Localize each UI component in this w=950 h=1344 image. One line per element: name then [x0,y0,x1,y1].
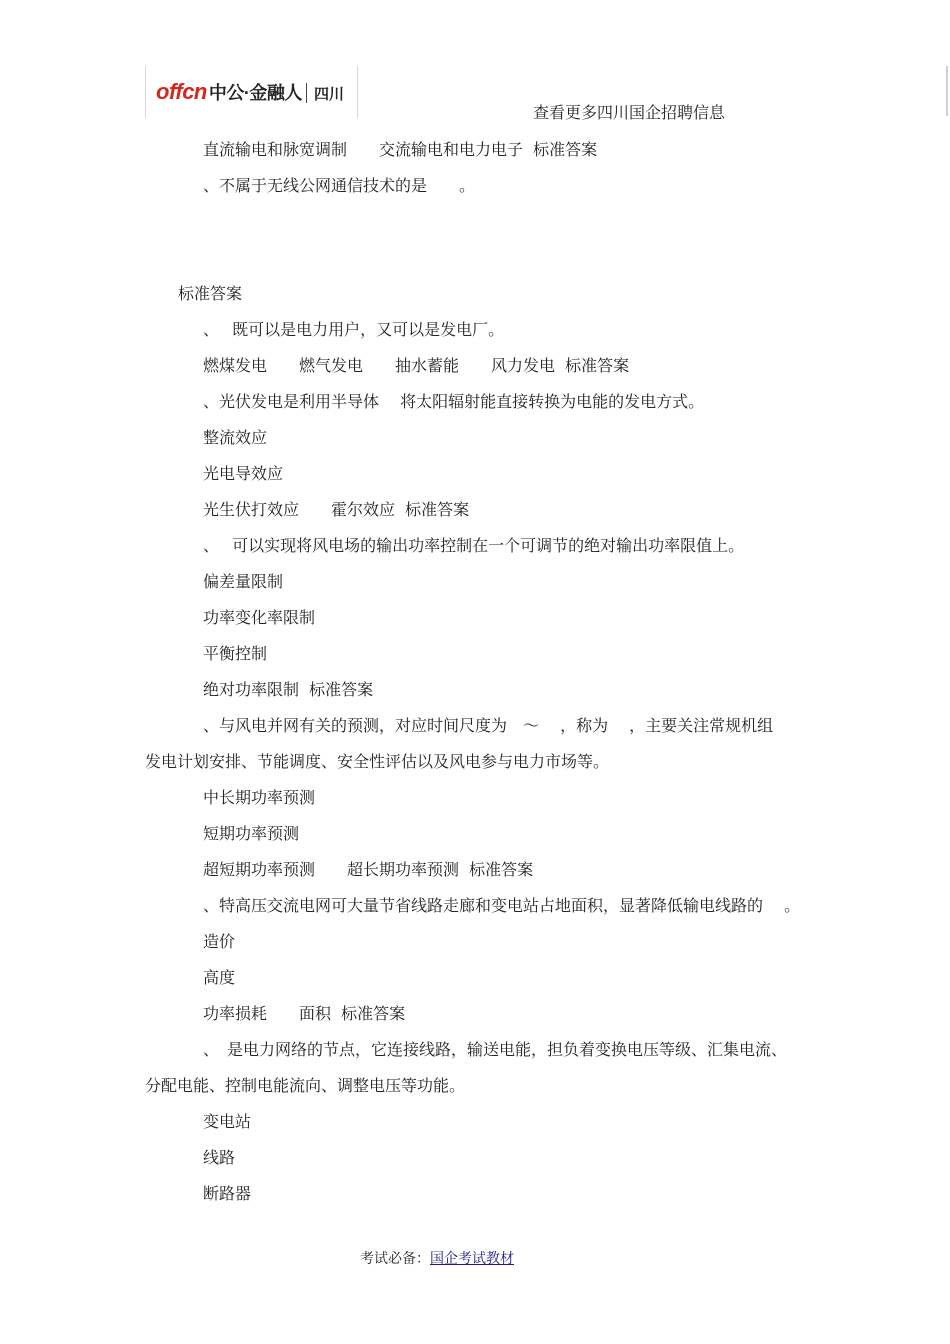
option-line: 功率损耗 面积 标准答案 [203,1004,406,1023]
logo-divider [306,83,307,103]
header-recruit-link[interactable]: 查看更多四川国企招聘信息 [533,103,726,122]
footer [360,1248,514,1268]
option-line: 偏差量限制 [203,572,284,591]
question-line: 、 既可以是电力用户，又可以是发电厂。 [203,320,505,339]
footer-label: 考试必备： [360,1251,430,1267]
option-line: 燃煤发电 燃气发电 抽水蓄能 风力发电 标准答案 [203,356,630,375]
question-line: 、 是电力网络的节点，它连接线路，输送电能，担负着变换电压等级、汇集电流、 [203,1040,788,1059]
logo-region: 四川 [314,86,345,103]
option-line: 绝对功率限制 标准答案 [203,680,374,699]
footer-textbook-link[interactable]: 国企考试教材 [430,1251,514,1267]
option-line: 变电站 [203,1112,252,1131]
question-line: 、光伏发电是利用半导体 将太阳辐射能直接转换为电能的发电方式。 [203,392,705,411]
question-line: 、不属于无线公网通信技术的是 。 [203,176,476,195]
option-line: 超短期功率预测 超长期功率预测 标准答案 [203,860,534,879]
option-line: 光生伏打效应 霍尔效应 标准答案 [203,500,470,519]
question-line-continued: 发电计划安排、节能调度、安全性评估以及风电参与电力市场等。 [145,752,610,771]
option-line: 整流效应 [203,428,268,447]
question-line: 、与风电并网有关的预测，对应时间尺度为 ～ ，称为 ，主要关注常规机组 [203,716,774,735]
option-line: 功率变化率限制 [203,608,316,627]
option-line: 光电导效应 [203,464,284,483]
option-line: 中长期功率预测 [203,788,316,807]
logo-brand [156,79,302,106]
option-line: 造价 [203,932,236,951]
page-edge-mark [946,66,948,116]
option-line: 短期功率预测 [203,824,300,843]
question-line: 、 可以实现将风电场的输出功率控制在一个可调节的绝对输出功率限值上。 [203,536,745,555]
question-line: 、特高压交流电网可大量节省线路走廊和变电站占地面积，显著降低输电线路的 。 [203,896,801,915]
logo-brand-red: offcn [156,79,207,104]
option-line: 平衡控制 [203,644,268,663]
offcn-logo[interactable] [145,66,358,118]
text-line: 直流输电和脉宽调制 交流输电和电力电子 标准答案 [203,140,598,159]
option-line: 断路器 [203,1184,252,1203]
option-line: 高度 [203,968,236,987]
answer-label: 标准答案 [178,284,243,303]
option-line: 线路 [203,1148,236,1167]
question-line-continued: 分配电能、控制电能流向、调整电压等功能。 [145,1076,466,1095]
logo-brand-text: 中公·金融人 [208,83,302,103]
